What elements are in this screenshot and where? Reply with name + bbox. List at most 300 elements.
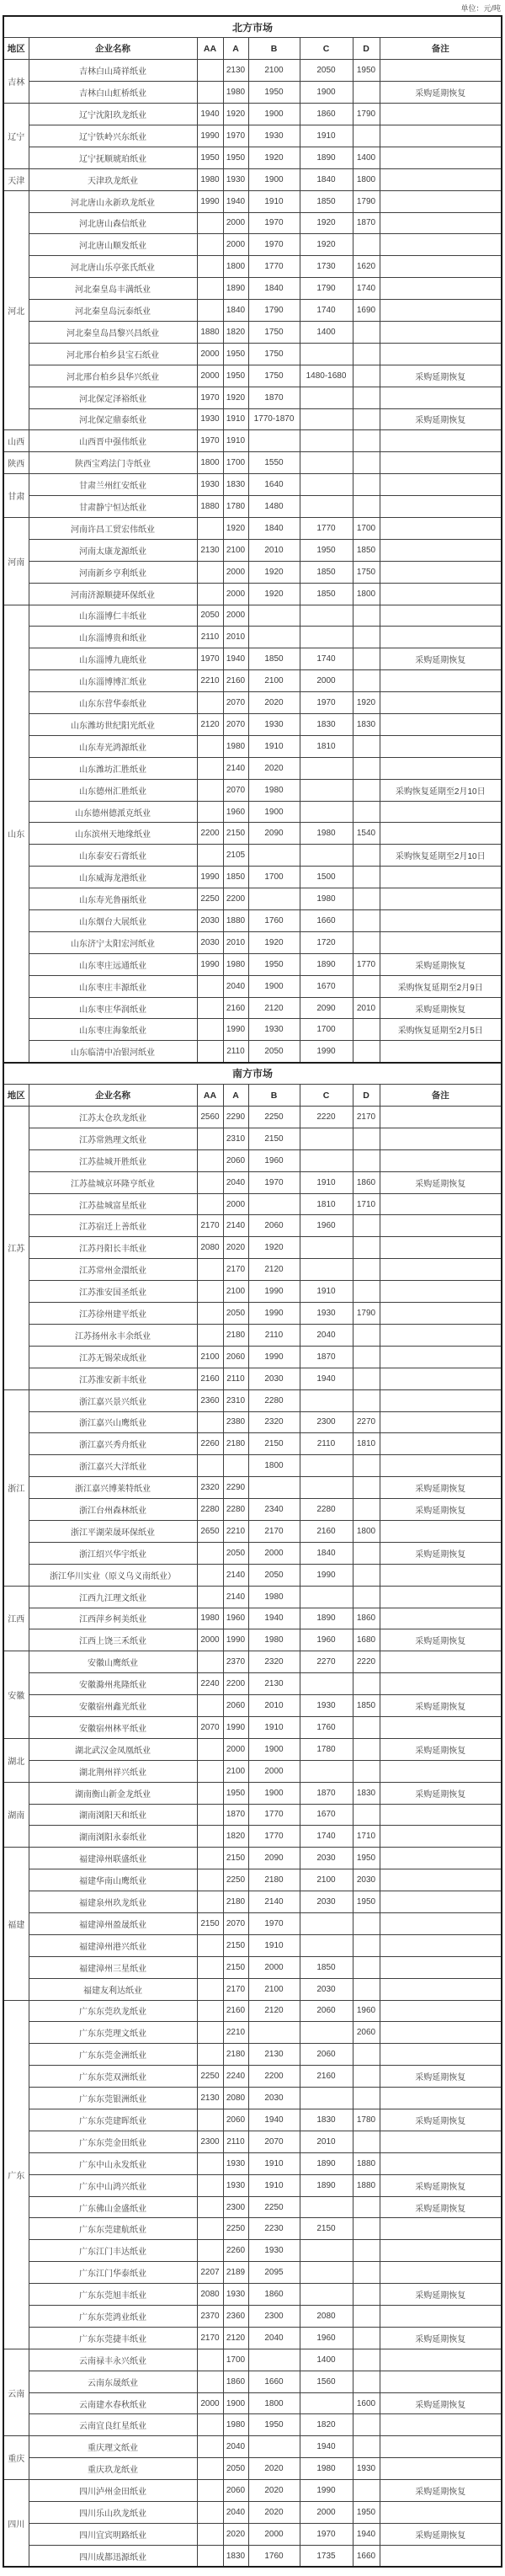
price-cell-b bbox=[248, 2349, 300, 2371]
price-cell-aa bbox=[197, 1891, 223, 1913]
price-cell-aa: 1970 bbox=[197, 387, 223, 408]
price-cell-a: 2300 bbox=[223, 2196, 248, 2218]
table-row bbox=[3, 1215, 502, 1237]
price-cell-a: 1700 bbox=[223, 452, 248, 474]
price-cell-d bbox=[353, 234, 380, 256]
price-cell-d: 1620 bbox=[353, 256, 380, 278]
note-cell: 采购恢复延期至2月9日 bbox=[380, 975, 502, 997]
price-cell-c bbox=[300, 496, 353, 518]
price-cell-c: 1730 bbox=[300, 256, 353, 278]
note-cell bbox=[380, 1259, 502, 1281]
column-header: 地区 bbox=[3, 38, 29, 60]
price-cell-c bbox=[300, 1128, 353, 1149]
company-cell: 河北唐山森信纸业 bbox=[29, 212, 197, 234]
price-cell-b: 1790 bbox=[248, 300, 300, 322]
price-cell-a: 2200 bbox=[223, 888, 248, 910]
region-cell: 陕西 bbox=[3, 452, 29, 474]
price-cell-a: 2000 bbox=[223, 561, 248, 583]
price-cell-c: 1850 bbox=[300, 1956, 353, 1978]
price-cell-aa bbox=[197, 278, 223, 300]
price-cell-a: 2170 bbox=[223, 1978, 248, 2000]
price-cell-a: 2000 bbox=[223, 212, 248, 234]
price-cell-a: 2189 bbox=[223, 2262, 248, 2284]
price-cell-a: 2010 bbox=[223, 931, 248, 953]
table-row bbox=[3, 1934, 502, 1956]
price-cell-b: 2230 bbox=[248, 2218, 300, 2240]
price-cell-aa bbox=[197, 975, 223, 997]
table-row bbox=[3, 517, 502, 539]
price-cell-c: 1660 bbox=[300, 910, 353, 932]
company-cell: 吉林白山琦祥纸业 bbox=[29, 60, 197, 82]
price-cell-aa: 2000 bbox=[197, 2392, 223, 2414]
price-cell-d bbox=[353, 1738, 380, 1760]
company-cell: 福建漳州联盛纸业 bbox=[29, 1848, 197, 1869]
note-cell bbox=[380, 561, 502, 583]
price-cell-d: 1920 bbox=[353, 692, 380, 714]
price-cell-b: 2095 bbox=[248, 2262, 300, 2284]
price-cell-d: 1950 bbox=[353, 1891, 380, 1913]
price-cell-d bbox=[353, 2284, 380, 2306]
price-cell-b: 2120 bbox=[248, 997, 300, 1019]
note-cell bbox=[380, 1128, 502, 1149]
note-cell bbox=[380, 1281, 502, 1303]
company-cell: 河北秦皇岛昌黎兴昌纸业 bbox=[29, 321, 197, 343]
table-row bbox=[3, 1303, 502, 1325]
price-cell-c: 2030 bbox=[300, 1891, 353, 1913]
company-cell: 辽宁抚顺琥珀纸业 bbox=[29, 147, 197, 168]
table-row bbox=[3, 2022, 502, 2044]
price-cell-a: 2380 bbox=[223, 1411, 248, 1433]
company-cell: 江苏盐城富星纸业 bbox=[29, 1193, 197, 1215]
price-cell-b: 1860 bbox=[248, 2284, 300, 2306]
price-cell-d bbox=[353, 801, 380, 823]
note-cell: 采购延期恢复 bbox=[380, 1499, 502, 1521]
column-header: 企业名称 bbox=[29, 38, 197, 60]
price-cell-a: 2160 bbox=[223, 670, 248, 692]
price-cell-d bbox=[353, 1389, 380, 1411]
price-cell-a: 1840 bbox=[223, 300, 248, 322]
note-cell: 采购延期恢复 bbox=[380, 1171, 502, 1193]
note-cell bbox=[380, 2000, 502, 2022]
price-cell-aa: 2260 bbox=[197, 1433, 223, 1455]
table-row bbox=[3, 1041, 502, 1063]
note-cell bbox=[380, 2458, 502, 2480]
table-row bbox=[3, 2458, 502, 2480]
note-cell bbox=[380, 583, 502, 605]
region-cell: 广东 bbox=[3, 2000, 29, 2349]
table-row bbox=[3, 2414, 502, 2436]
price-cell-b: 1770 bbox=[248, 256, 300, 278]
price-cell-b: 1930 bbox=[248, 125, 300, 147]
price-cell-a: 2070 bbox=[223, 692, 248, 714]
price-cell-d: 1950 bbox=[353, 60, 380, 82]
price-cell-c: 1960 bbox=[300, 1215, 353, 1237]
price-cell-a: 1950 bbox=[223, 147, 248, 168]
price-cell-d: 1750 bbox=[353, 561, 380, 583]
company-cell: 湖南衡山新金龙纸业 bbox=[29, 1782, 197, 1804]
price-cell-d: 1940 bbox=[353, 2523, 380, 2545]
price-cell-d bbox=[353, 757, 380, 779]
region-cell: 重庆 bbox=[3, 2436, 29, 2480]
region-cell: 云南 bbox=[3, 2349, 29, 2436]
price-cell-aa bbox=[197, 1411, 223, 1433]
price-cell-c: 1790 bbox=[300, 278, 353, 300]
price-cell-a: 1950 bbox=[223, 365, 248, 387]
price-cell-aa: 2170 bbox=[197, 1215, 223, 1237]
price-cell-d: 1800 bbox=[353, 168, 380, 190]
note-cell bbox=[380, 2262, 502, 2284]
table-row bbox=[3, 1149, 502, 1171]
table-row bbox=[3, 1891, 502, 1913]
company-cell: 江西萍乡柯美纸业 bbox=[29, 1608, 197, 1629]
price-cell-aa: 1930 bbox=[197, 408, 223, 430]
price-cell-c: 1890 bbox=[300, 2174, 353, 2196]
price-cell-aa bbox=[197, 1128, 223, 1149]
price-cell-aa bbox=[197, 2502, 223, 2524]
price-cell-d: 1860 bbox=[353, 1171, 380, 1193]
price-cell-a: 2060 bbox=[223, 1695, 248, 1717]
price-cell-d bbox=[353, 1041, 380, 1063]
price-cell-aa: 2030 bbox=[197, 931, 223, 953]
price-cell-c: 1500 bbox=[300, 867, 353, 888]
price-cell-a: 2150 bbox=[223, 1956, 248, 1978]
price-cell-b: 1900 bbox=[248, 1738, 300, 1760]
price-cell-b: 2320 bbox=[248, 1651, 300, 1673]
column-header: C bbox=[300, 38, 353, 60]
price-cell-c: 1700 bbox=[300, 1019, 353, 1041]
company-cell: 福建友利达纸业 bbox=[29, 1978, 197, 2000]
table-row bbox=[3, 1520, 502, 1542]
company-cell: 广东东莞玖龙纸业 bbox=[29, 2000, 197, 2022]
price-cell-a: 2150 bbox=[223, 1934, 248, 1956]
price-cell-d: 1740 bbox=[353, 278, 380, 300]
price-cell-a: 2060 bbox=[223, 2480, 248, 2502]
price-cell-b: 2010 bbox=[248, 539, 300, 561]
price-cell-c: 1780 bbox=[300, 1738, 353, 1760]
table-row bbox=[3, 2000, 502, 2022]
price-cell-d bbox=[353, 2371, 380, 2392]
table-row bbox=[3, 125, 502, 147]
price-cell-d bbox=[353, 931, 380, 953]
company-cell: 江苏丹阳长丰纸业 bbox=[29, 1237, 197, 1259]
table-row bbox=[3, 1673, 502, 1695]
price-cell-d: 1950 bbox=[353, 2502, 380, 2524]
price-cell-aa: 2240 bbox=[197, 1673, 223, 1695]
price-cell-c: 1910 bbox=[300, 125, 353, 147]
price-cell-d: 1600 bbox=[353, 2392, 380, 2414]
company-cell: 云南东晟纸业 bbox=[29, 2371, 197, 2392]
price-cell-a: 1700 bbox=[223, 2349, 248, 2371]
table-row bbox=[3, 910, 502, 932]
company-cell: 四川成都迅源纸业 bbox=[29, 2545, 197, 2567]
price-cell-d: 1790 bbox=[353, 104, 380, 125]
company-cell: 广东江门华泰纸业 bbox=[29, 2262, 197, 2284]
price-cell-d bbox=[353, 1542, 380, 1564]
price-cell-aa bbox=[197, 1542, 223, 1564]
price-cell-aa bbox=[197, 1956, 223, 1978]
price-cell-aa bbox=[197, 2523, 223, 2545]
note-cell bbox=[380, 714, 502, 736]
price-cell-b: 2170 bbox=[248, 1520, 300, 1542]
price-cell-c bbox=[300, 1912, 353, 1934]
price-cell-b: 1900 bbox=[248, 801, 300, 823]
price-cell-a: 2080 bbox=[223, 2088, 248, 2109]
price-cell-b: 2050 bbox=[248, 1564, 300, 1586]
price-cell-d bbox=[353, 2262, 380, 2284]
company-cell: 甘肃兰州红安纸业 bbox=[29, 474, 197, 496]
price-cell-b: 1750 bbox=[248, 343, 300, 365]
price-cell-a: 2040 bbox=[223, 2502, 248, 2524]
table-row bbox=[3, 190, 502, 212]
price-cell-b: 1930 bbox=[248, 2240, 300, 2262]
company-cell: 广东江门丰达纸业 bbox=[29, 2240, 197, 2262]
table-row bbox=[3, 714, 502, 736]
company-cell: 山东淄博博汇纸业 bbox=[29, 670, 197, 692]
company-cell: 浙江华川实业（原义乌义南纸业） bbox=[29, 1564, 197, 1586]
company-cell: 浙江嘉兴山鹰纸业 bbox=[29, 1411, 197, 1433]
note-cell: 采购延期恢复 bbox=[380, 1782, 502, 1804]
price-cell-c: 1980 bbox=[300, 888, 353, 910]
note-cell bbox=[380, 430, 502, 452]
price-cell-a: 1990 bbox=[223, 1629, 248, 1651]
company-cell: 浙江嘉兴博莱特纸业 bbox=[29, 1477, 197, 1499]
region-cell: 辽宁 bbox=[3, 104, 29, 169]
price-cell-c: 2080 bbox=[300, 2306, 353, 2328]
table-row bbox=[3, 321, 502, 343]
price-cell-c: 1920 bbox=[300, 234, 353, 256]
note-cell bbox=[380, 2502, 502, 2524]
price-cell-b: 1660 bbox=[248, 2371, 300, 2392]
price-cell-a: 1970 bbox=[223, 125, 248, 147]
price-cell-aa: 2280 bbox=[197, 1499, 223, 1521]
company-cell: 四川宜宾明路纸业 bbox=[29, 2523, 197, 2545]
price-cell-c: 1970 bbox=[300, 692, 353, 714]
note-cell bbox=[380, 2240, 502, 2262]
price-cell-a: 2000 bbox=[223, 1193, 248, 1215]
price-cell-c: 2160 bbox=[300, 1520, 353, 1542]
column-header: AA bbox=[197, 1085, 223, 1107]
region-cell: 湖北 bbox=[3, 1738, 29, 1782]
price-cell-c: 2040 bbox=[300, 1324, 353, 1346]
note-cell: 采购延期恢复 bbox=[380, 365, 502, 387]
company-cell: 山东德州汇胜纸业 bbox=[29, 779, 197, 801]
price-cell-aa: 1990 bbox=[197, 953, 223, 975]
company-cell: 广东东莞建航纸业 bbox=[29, 2218, 197, 2240]
price-cell-d bbox=[353, 735, 380, 757]
price-cell-a: 2200 bbox=[223, 1673, 248, 1695]
table-row bbox=[3, 1695, 502, 1717]
region-cell: 山东 bbox=[3, 605, 29, 1063]
price-cell-b: 2120 bbox=[248, 2000, 300, 2022]
price-cell-a: 2000 bbox=[223, 583, 248, 605]
price-cell-c: 1850 bbox=[300, 583, 353, 605]
company-cell: 江苏盐城开胜纸业 bbox=[29, 1149, 197, 1171]
note-cell bbox=[380, 1826, 502, 1848]
company-cell: 广东东莞双洲纸业 bbox=[29, 2066, 197, 2088]
table-row bbox=[3, 1411, 502, 1433]
price-cell-b: 1840 bbox=[248, 278, 300, 300]
price-cell-d bbox=[353, 2044, 380, 2066]
table-row bbox=[3, 845, 502, 867]
price-cell-d: 1710 bbox=[353, 1826, 380, 1848]
price-cell-aa: 1800 bbox=[197, 452, 223, 474]
price-cell-a: 1820 bbox=[223, 321, 248, 343]
price-cell-a: 1910 bbox=[223, 430, 248, 452]
price-cell-aa bbox=[197, 735, 223, 757]
price-cell-aa: 1970 bbox=[197, 430, 223, 452]
price-cell-aa bbox=[197, 1869, 223, 1891]
note-cell: 采购恢复延期至2月10日 bbox=[380, 845, 502, 867]
price-cell-d bbox=[353, 365, 380, 387]
note-cell bbox=[380, 1041, 502, 1063]
price-cell-c: 2280 bbox=[300, 1499, 353, 1521]
price-cell-a: 2050 bbox=[223, 2458, 248, 2480]
price-cell-b: 2100 bbox=[248, 1978, 300, 2000]
table-row bbox=[3, 2174, 502, 2196]
note-cell bbox=[380, 1324, 502, 1346]
table-row bbox=[3, 1193, 502, 1215]
note-cell bbox=[380, 387, 502, 408]
company-cell: 安徽山鹰纸业 bbox=[29, 1651, 197, 1673]
company-cell: 陕西宝鸡法门寺纸业 bbox=[29, 452, 197, 474]
price-cell-a: 1800 bbox=[223, 256, 248, 278]
price-cell-b: 2300 bbox=[248, 2306, 300, 2328]
column-header: D bbox=[353, 38, 380, 60]
price-cell-a: 1920 bbox=[223, 104, 248, 125]
price-cell-b: 1750 bbox=[248, 365, 300, 387]
price-cell-d bbox=[353, 1368, 380, 1389]
price-cell-b: 1900 bbox=[248, 104, 300, 125]
price-cell-b: 2000 bbox=[248, 2523, 300, 2545]
price-cell-d bbox=[353, 474, 380, 496]
table-row bbox=[3, 1368, 502, 1389]
price-cell-c bbox=[300, 452, 353, 474]
note-cell: 采购恢复延期至2月10日 bbox=[380, 779, 502, 801]
table-row bbox=[3, 1804, 502, 1826]
price-cell-aa bbox=[197, 1041, 223, 1063]
company-cell: 天津玖龙纸业 bbox=[29, 168, 197, 190]
price-cell-c bbox=[300, 1673, 353, 1695]
price-cell-a: 2370 bbox=[223, 1651, 248, 1673]
price-cell-a: 1900 bbox=[223, 2392, 248, 2414]
note-cell bbox=[380, 2349, 502, 2371]
price-cell-d bbox=[353, 1237, 380, 1259]
price-cell-d bbox=[353, 2480, 380, 2502]
note-cell bbox=[380, 190, 502, 212]
region-cell: 湖南 bbox=[3, 1782, 29, 1848]
price-cell-d bbox=[353, 496, 380, 518]
price-cell-c: 1930 bbox=[300, 1303, 353, 1325]
region-cell: 河北 bbox=[3, 190, 29, 430]
price-cell-aa: 1930 bbox=[197, 474, 223, 496]
price-cell-d bbox=[353, 2349, 380, 2371]
price-cell-a: 2170 bbox=[223, 1259, 248, 1281]
price-cell-c bbox=[300, 387, 353, 408]
note-cell bbox=[380, 692, 502, 714]
price-cell-c: 1950 bbox=[300, 539, 353, 561]
price-cell-d bbox=[353, 1128, 380, 1149]
price-cell-d bbox=[353, 779, 380, 801]
price-cell-d: 1880 bbox=[353, 2152, 380, 2174]
company-cell: 河北邢台柏乡县宝石纸业 bbox=[29, 343, 197, 365]
note-cell bbox=[380, 321, 502, 343]
company-cell: 江苏常州金澴纸业 bbox=[29, 1259, 197, 1281]
price-cell-c bbox=[300, 2262, 353, 2284]
table-row bbox=[3, 1848, 502, 1869]
note-cell bbox=[380, 496, 502, 518]
price-cell-b: 2020 bbox=[248, 692, 300, 714]
note-cell bbox=[380, 1237, 502, 1259]
price-cell-c: 2000 bbox=[300, 670, 353, 692]
table-row bbox=[3, 888, 502, 910]
price-cell-d: 1850 bbox=[353, 539, 380, 561]
price-cell-aa bbox=[197, 1586, 223, 1608]
price-cell-b: 1910 bbox=[248, 1716, 300, 1738]
note-cell bbox=[380, 1411, 502, 1433]
price-cell-aa bbox=[197, 1738, 223, 1760]
note-cell bbox=[380, 2152, 502, 2174]
price-cell-aa: 2130 bbox=[197, 539, 223, 561]
price-cell-b: 2250 bbox=[248, 1107, 300, 1128]
price-cell-aa: 2560 bbox=[197, 1107, 223, 1128]
price-cell-d: 1770 bbox=[353, 953, 380, 975]
price-cell-c bbox=[300, 627, 353, 648]
price-cell-b: 1900 bbox=[248, 1782, 300, 1804]
price-cell-a: 2110 bbox=[223, 2131, 248, 2152]
price-cell-d bbox=[353, 1760, 380, 1782]
price-cell-aa bbox=[197, 779, 223, 801]
price-cell-d bbox=[353, 975, 380, 997]
table-row bbox=[3, 1107, 502, 1128]
table-row bbox=[3, 1978, 502, 2000]
price-cell-a: 2210 bbox=[223, 1520, 248, 1542]
price-cell-c bbox=[300, 845, 353, 867]
table-row bbox=[3, 278, 502, 300]
price-cell-b: 1480 bbox=[248, 496, 300, 518]
price-cell-aa: 2150 bbox=[197, 1912, 223, 1934]
table-row bbox=[3, 1259, 502, 1281]
price-cell-a: 1930 bbox=[223, 2284, 248, 2306]
price-cell-a: 2050 bbox=[223, 1542, 248, 1564]
price-cell-d: 1540 bbox=[353, 823, 380, 845]
table-row bbox=[3, 2088, 502, 2109]
price-cell-aa bbox=[197, 2414, 223, 2436]
price-cell-b: 1920 bbox=[248, 561, 300, 583]
company-cell: 山东济宁太阳宏河纸业 bbox=[29, 931, 197, 953]
table-row bbox=[3, 2044, 502, 2066]
price-cell-d bbox=[353, 627, 380, 648]
table-row bbox=[3, 1608, 502, 1629]
price-cell-a: 2140 bbox=[223, 1586, 248, 1608]
price-cell-d: 1850 bbox=[353, 1695, 380, 1717]
price-cell-d bbox=[353, 1673, 380, 1695]
price-cell-b: 1800 bbox=[248, 2392, 300, 2414]
note-cell bbox=[380, 1912, 502, 1934]
price-table-body bbox=[3, 16, 502, 2567]
company-cell: 广东东莞鸿业纸业 bbox=[29, 2306, 197, 2328]
table-row bbox=[3, 975, 502, 997]
price-cell-c: 1760 bbox=[300, 1716, 353, 1738]
note-cell: 采购延期恢复 bbox=[380, 2066, 502, 2088]
table-row bbox=[3, 648, 502, 670]
price-cell-a: 2105 bbox=[223, 845, 248, 867]
company-cell: 江西上饶三禾纸业 bbox=[29, 1629, 197, 1651]
region-cell: 河南 bbox=[3, 517, 29, 605]
price-cell-c: 2010 bbox=[300, 2131, 353, 2152]
price-cell-a: 1850 bbox=[223, 867, 248, 888]
price-cell-d bbox=[353, 2196, 380, 2218]
price-cell-c: 2150 bbox=[300, 2218, 353, 2240]
